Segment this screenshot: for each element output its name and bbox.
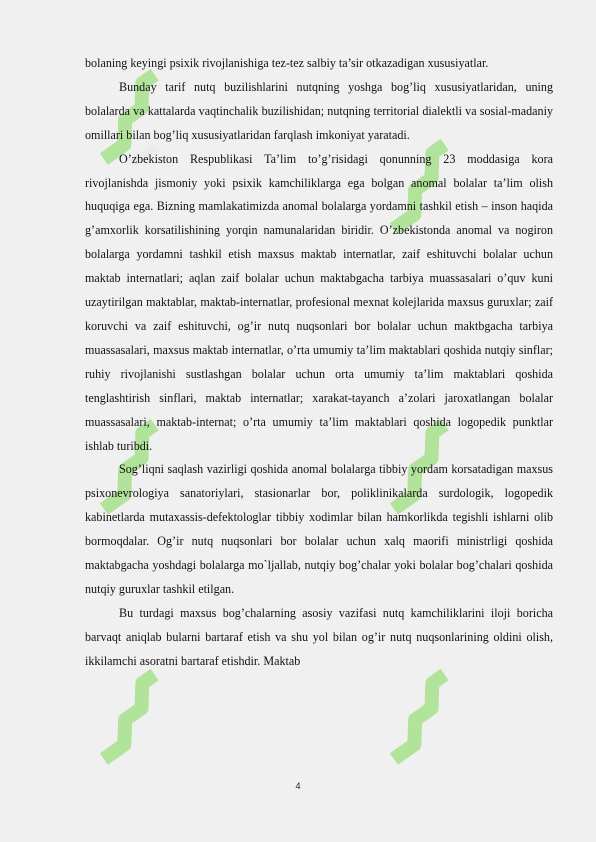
paragraph: Bu turdagi maxsus bog’chalarning asosiy vazifasi nutq kamchiliklarini iloji boricha barvaqt aniqlab bularni bartaraf etish va shu yol bilan og’ir nutq nuqsonlarining oldini olish, ikkilamchi asoratni bartaraf etishdir. Maktab	[85, 605, 553, 668]
watermark-logo-icon	[70, 660, 200, 790]
paragraph: bolaning keyingi psixik rivojlanishiga tez-tez salbiy ta’sir otkazadigan xususiyatlar.	[85, 56, 489, 70]
watermark-logo-icon	[360, 660, 490, 790]
paragraph: Sog’liqni saqlash vazirligi qoshida anomal bolalarga tibbiy yordam korsatadigan maxsus psixonevrologiya sanatoriylari, stasionarlar bor, poliklinikalarda surdologik, logopedik kabinetlarda mutaxassis-defektologlar tibbiy xodimlar bilan hamkorlikda tegishli ishlarni olib bormoqdalar. Og’ir nutq nuqsonlari bor bolalar uchun xalq maorifi ministrligi qoshida maktabgacha yoshdagi bolalarga mo`ljallab, nutqiy bog’chalar yoki bolalar bog’chalari qoshida nutqiy guruxlar tashkil etilgan.	[85, 462, 553, 596]
paragraph: Bunday tarif nutq buzilishlarini nutqning yoshga bog’liq xususiyatlaridan, uning bolalarda va kattalarda vaqtinchalik buzilishidan; nutqning territorial dialektli va sosial-madaniy omillari bilan bog’liq xususiyatlaridan farqlash imkoniyat yaratadi.	[85, 79, 553, 142]
body-text	[85, 52, 553, 674]
paragraph: O’zbekiston Respublikasi Ta’lim to’g’risidagi qonunning 23 moddasiga kora rivojlanishda jismoniy yoki psixik kamchiliklarga ega bolgan anomal bolalar ta’lim olish huquqiga ega. Bizning mamlakatimizda anomal bolalarga yordamni tashkil etish – inson haqida g’amxorlik korsatilishining yorqin namunalaridan biridir. O’zbekistonda anomal va nogiron bolalarga yordamni tashkil etish maxsus maktab internatlar, zaif eshituvchi bolalar uchun maktab internatlari; aqlan zaif bolalar uchun maktabgacha tarbiya muassasalari o’quv kuni uzaytirilgan maktablar, maktab-internatlar, profesional mexnat kolejlarida maxsus guruxlar; zaif koruvchi va zaif eshituvchi, og’ir nutq nuqsonlari bor bolalar uchun maktbgacha tarbiya muassasalari, maxsus maktab internatlar, o’rta umumiy ta’lim maktablari qoshida nutqiy sinflar; ruhiy rivojlanishi sustlashgan bolalar uchun orta umumiy ta’lim maktablari qoshida tenglashtirish sinflari, maktab internatlar; xarakat-tayanch a’zolari jaroxatlangan bolalar muassasalari, maktab-internat; o’rta umumiy ta’lim maktablari qoshida logopedik punktlar ishlab turibdi.	[85, 151, 553, 453]
page-number: 4	[295, 781, 301, 791]
